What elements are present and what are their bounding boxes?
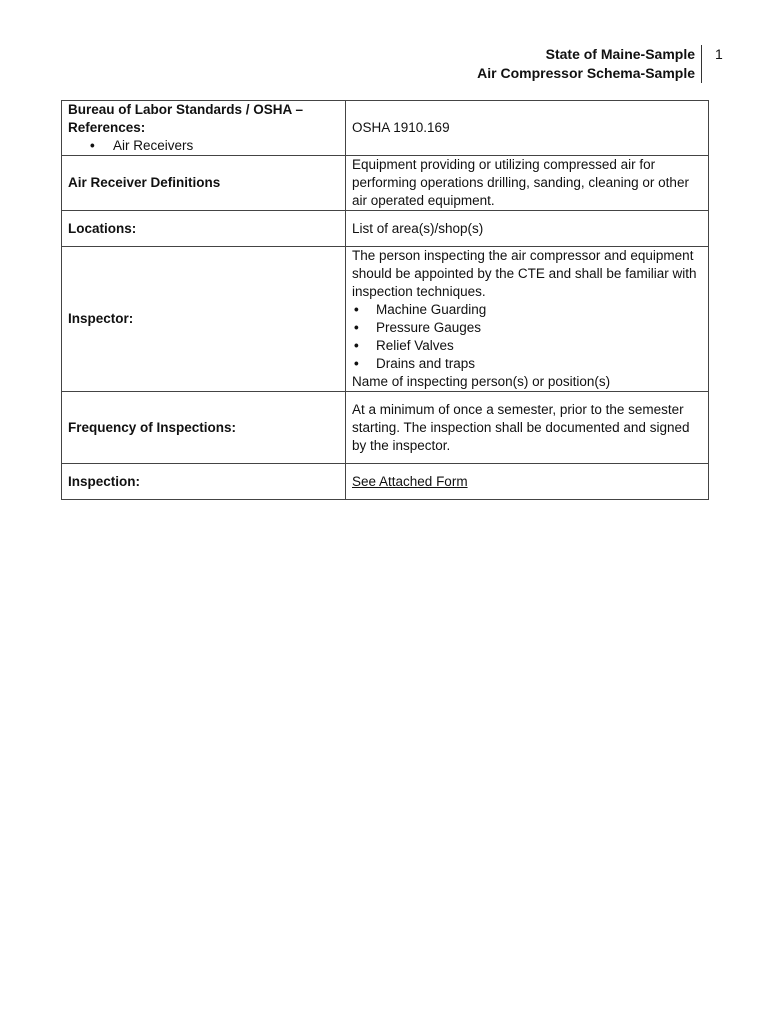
list-item: • Pressure Gauges xyxy=(352,319,702,337)
schema-table xyxy=(61,100,709,500)
inspector-label: Inspector: xyxy=(62,247,346,392)
frequency-label: Frequency of Inspections: xyxy=(62,392,346,464)
definitions-label: Air Receiver Definitions xyxy=(62,156,346,211)
references-label: Bureau of Labor Standards / OSHA – References: xyxy=(68,102,304,135)
references-bullet-list xyxy=(68,137,339,155)
references-label-cell xyxy=(62,101,346,156)
list-item: • Machine Guarding xyxy=(352,301,702,319)
table-row-locations xyxy=(62,211,709,247)
table-row-frequency xyxy=(62,392,709,464)
inspection-label: Inspection: xyxy=(62,464,346,500)
definitions-value: Equipment providing or utilizing compressed air for performing operations drilling, sanding, cleaning or other air operated equipment. xyxy=(346,156,709,211)
header-document-title: Air Compressor Schema-Sample xyxy=(477,65,695,81)
locations-label: Locations: xyxy=(62,211,346,247)
table-row-references xyxy=(62,101,709,156)
header-organization: State of Maine-Sample xyxy=(545,46,695,62)
inspector-item-list xyxy=(352,301,702,373)
inspection-value-cell xyxy=(346,464,709,500)
table-row-inspection xyxy=(62,464,709,500)
inspector-intro: The person inspecting the air compressor and equipment should be appointed by the CTE and shall be familiar with inspection techniques. xyxy=(352,248,697,299)
frequency-value: At a minimum of once a semester, prior to the semester starting. The inspection shall be documented and signed by the inspector. xyxy=(346,392,709,464)
page-header xyxy=(477,45,702,83)
references-bullet-item: • Air Receivers xyxy=(68,137,339,155)
table-row-inspector xyxy=(62,247,709,392)
list-item: • Relief Valves xyxy=(352,337,702,355)
locations-value: List of area(s)/shop(s) xyxy=(346,211,709,247)
references-value: OSHA 1910.169 xyxy=(346,101,709,156)
list-item: • Drains and traps xyxy=(352,355,702,373)
page-number: 1 xyxy=(715,46,723,62)
inspector-value-cell xyxy=(346,247,709,392)
attached-form-link[interactable]: See Attached Form xyxy=(352,473,468,489)
inspector-footer: Name of inspecting person(s) or position(s) xyxy=(352,374,611,389)
table-row-definitions xyxy=(62,156,709,211)
